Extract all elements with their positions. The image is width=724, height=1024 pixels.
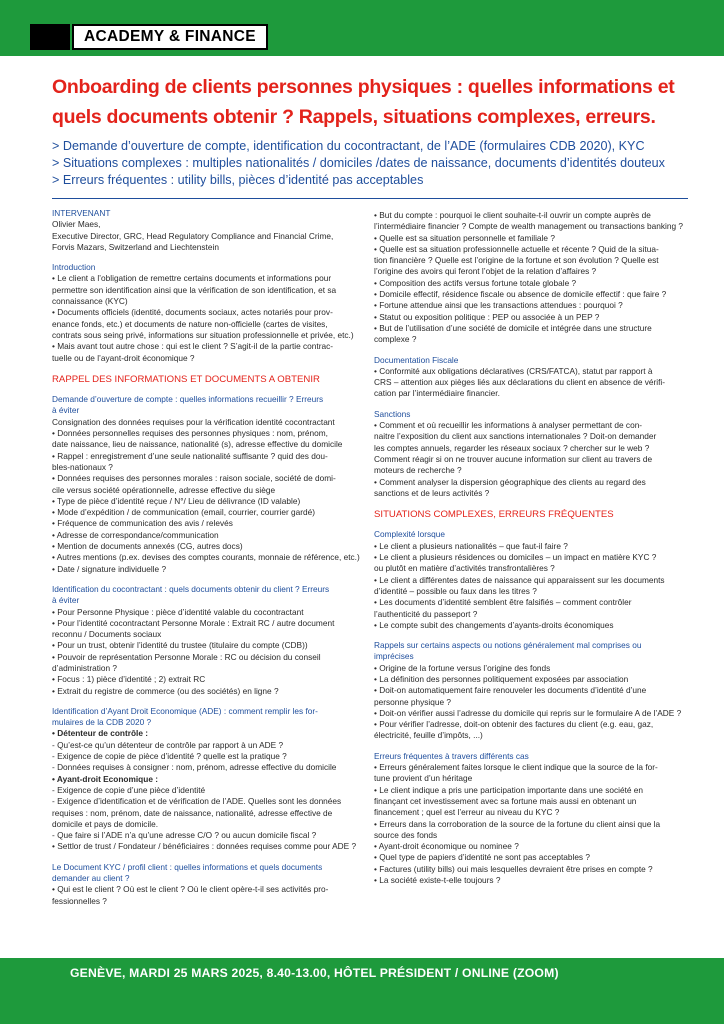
text-line: • Les documents d’identité semblent être falsifiés – comment contrôler [374,597,632,608]
sanctions-section [374,409,686,499]
section-heading: Sanctions [374,408,411,419]
text-line: d’identité – possible ou faux dans les titres ? [374,585,537,596]
text-lines [52,785,364,853]
section-heading: mulaires de la CDB 2020 ? [52,717,152,728]
section-heading: Le Document KYC / profil client : quelles informations et quels documents [52,861,323,872]
text-lines [52,273,364,363]
identification-section [52,584,364,697]
speaker-role: Executive Director, GRC, Head Regulatory Compliance and Financial Crime, [52,230,334,241]
title-line: Onboarding de clients personnes physiques : quelles informations et [52,76,675,98]
text-line: électricité, feuille d’impôts, ...) [374,730,483,741]
section-heading: demander au client ? [52,873,130,884]
text-line: source des fonds [374,829,438,840]
text-line: • Composition des actifs versus fortune totale globale ? [374,277,577,288]
text-lines [374,541,686,631]
text-lines [52,740,364,774]
speaker-label: INTERVENANT [52,208,111,218]
text-line: • Le client indique a pris une participation importante dans une société en [374,784,644,795]
text-line: • Quelle est sa situation personnelle et familiale ? [374,232,555,243]
text-line: enance fonds, etc.) et documents de nature non-officielle (cartes de visites, [52,318,328,329]
text-line: • Pour vérifier l’adresse, doit-on obtenir des factures du client (e.g. eau, gaz, [374,719,654,730]
kyc-section [52,862,364,907]
text-line: • Comment analyser la dispersion géographique des clients au regard des [374,476,646,487]
text-line: ou plutôt en matière d’activités transfrontalières ? [374,563,555,574]
section-heading: Introduction [52,262,96,273]
text-line: • Origine de la fortune versus l’origine des fonds [374,662,551,673]
text-line: connaissance (KYC) [52,296,128,307]
subtitle-line: > Demande d’ouverture de compte, identification du cocontractant, de l’ADE (formulaires CDB 2020), KYC [52,139,645,153]
text-line: naitre l’exposition du client aux sanctions internationales ? Doit-on demander [374,431,657,442]
text-line: • La définition des personnes politiquement exposées par association [374,673,629,684]
section-heading: Rappels sur certains aspects ou notions généralement mal comprises ou [374,640,642,651]
subtitle-line: > Situations complexes : multiples nationalités / domiciles /dates de naissance, documents d’identités douteux [52,156,665,170]
text-line: • Adresse de correspondance/communication [52,529,219,540]
section-heading: Demande d’ouverture de compte : quelles informations recueillir ? Erreurs [52,394,324,405]
subtitle-line: > Erreurs fréquentes : utility bills, pièces d’identité pas acceptables [52,173,424,187]
text-line: requises : nom, prénom, date de naissance, nationalité, adresse effective de [52,807,333,818]
text-line: • Pour un trust, obtenir l’identité du trustee (titulaire du compte (CDB)) [52,640,308,651]
text-line: • But du compte : pourquoi le client souhaite-t-il ouvrir un compte auprès de [374,210,651,220]
text-line: • Données personnelles requises des personnes physiques : nom, prénom, [52,428,328,439]
text-line: domicile et pays de domicile. [52,818,159,829]
text-line: financement ; quel est l’erreur au niveau du KYC ? [374,807,560,818]
section-heading: Erreurs fréquentes à travers différents cas [374,750,529,761]
subheading: • Détenteur de contrôle : [52,728,149,739]
text-line: l’origine des avoirs qui feront l’objet de la relation d’affaires ? [374,266,597,277]
subtitles [52,138,692,189]
text-line: fessionnelles ? [52,895,107,906]
text-line: Comment réagir si on ne trouver aucune information sur client au travers de [374,453,653,464]
text-line: tune provient d’un héritage [374,773,473,784]
section-heading: Complexité lorsque [374,529,446,540]
text-line: • Le client a plusieurs résidences ou domiciles – un impact en matière KYC ? [374,552,657,563]
text-line: • Doit-on automatiquement faire renouveler les documents d’identité d’une [374,685,647,696]
text-line: date naissance, lieu de naissance, nationalité (s), adresse effective du domicile [52,439,343,450]
section-heading: à éviter [52,405,80,416]
intro-section [52,262,364,364]
text-line: • Qui est le client ? Où est le client ? Où le client opère-t-il ses activités pro- [52,884,329,895]
text-line: • Doit-on vérifier aussi l’adresse du domicile qui repris sur le formulaire A de l’ADE ? [374,707,682,718]
text-line: • Quelle est sa situation professionnelle actuelle et récente ? Quid de la situa- [374,243,659,254]
text-lines [52,607,364,697]
section-heading: imprécises [374,651,414,662]
text-line: • Fortune attendue ainsi que les transactions attendues : pourquoi ? [374,300,623,311]
text-line: d’administration ? [52,662,118,673]
speaker-name: Olivier Maes, [52,219,101,230]
text-line: • La société existe-t-elle toujours ? [374,875,501,886]
section-heading: Identification d’Ayant Droit Economique (ADE) : comment remplir les for- [52,705,318,716]
text-line: Consignation des données requises pour la vérification identité cocontractant [52,416,335,427]
text-line: cile versus société opérationnelle, adresse effective du siège [52,484,276,495]
text-line: • Documents officiels (identité, documents sociaux, actes notariés pour prov- [52,307,333,318]
text-line: • Ayant-droit économique ou nominee ? [374,841,519,852]
text-line: • Date / signature individuelle ? [52,563,167,574]
divider [52,198,688,199]
section-heading: Identification du cocontractant : quels documents obtenir du client ? Erreurs [52,583,330,594]
text-line: • But de l’utilisation d’une société de domicile et intégrée dans une structure [374,322,652,333]
page-title [52,72,692,132]
text-line: • Factures (utility bills) oui mais lesquelles devraient être prises en compte ? [374,863,653,874]
text-line: • Pour Personne Physique : pièce d’identité valable du cocontractant [52,606,304,617]
text-lines [52,417,364,575]
text-lines [374,663,686,742]
text-line: • Comment et où recueillir les informations à analyser permettant de con- [374,420,643,431]
text-line: - Exigence d’identification et de vérification de l’ADE. Quelles sont les données [52,796,342,807]
text-line: les comptes annuels, regarder les réseaux sociaux ? chercher sur le web ? [374,442,650,453]
left-column [52,208,364,907]
text-line: • Mention de documents annexés (CG, autres docs) [52,541,243,552]
right-column [374,210,686,886]
speaker-role: Forvis Mazars, Switzerland and Liechtenstein [52,241,219,252]
text-lines [52,884,364,907]
text-line: - Exigence de copie d’une pièce d’identité [52,784,206,795]
text-line: • Settlor de trust / Fondateur / bénéficiaires : données requises comme pour ADE ? [52,841,357,852]
text-lines [374,210,686,346]
complexite-section [374,529,686,631]
text-lines [374,420,686,499]
text-line: • Domicile effectif, résidence fiscale ou absence de domicile effectif : que faire ? [374,289,667,300]
text-line: l’authenticité du passeport ? [374,608,478,619]
text-line: - Données requises à consigner : nom, prénom, adresse effective du domicile [52,762,337,773]
text-line: contrats sous seing privé, informations sur situation professionnelle et privée, etc.) [52,329,354,340]
text-line: • Rappel : enregistrement d’une seule nationalité suffisante ? quid des dou- [52,450,328,461]
text-line: • Pouvoir de représentation Personne Morale : RC ou décision du conseil [52,651,321,662]
text-line: • Quel type de papiers d’identité ne sont pas acceptables ? [374,852,590,863]
brand-label: ACADEMY & FINANCE [72,24,268,50]
text-line: • Le compte subit des changements d’ayants-droits économiques [374,619,614,630]
ade-section [52,706,364,853]
text-line: moteurs de recherche ? [374,465,462,476]
text-line: • Le client a différentes dates de naissance qui apparaissent sur les documents [374,574,665,585]
rappels-section [374,640,686,742]
text-line: - Que faire si l’ADE n’a qu’une adresse C/O ? ou aucun domicile fiscal ? [52,830,317,841]
text-line: permettre son identification ainsi que la vérification de son identification, et sa [52,284,337,295]
text-line: tuelle ou de l’ayant-droit économique ? [52,352,195,363]
fiscale-section [374,355,686,400]
section-heading: à éviter [52,595,80,606]
event-info: GENÈVE, MARDI 25 MARS 2025, 8.40-13.00, HÔTEL PRÉSIDENT / ONLINE (ZOOM) [70,966,559,980]
brand-black-block [30,24,70,50]
text-line: - Exigence de copie de pièce d’identité ? quelle est la pratique ? [52,751,287,762]
text-line: l’intermédiaire financier ? Compte de wealth management ou transactions banking ? [374,221,684,232]
section-title: SITUATIONS COMPLEXES, ERREURS FRÉQUENTES [374,509,614,521]
text-line: CRS – attention aux pièges liés aux déclarations du client en absence de vérifi- [374,377,666,388]
text-line: • Focus : 1) pièce d’identité ; 2) extrait RC [52,674,206,685]
text-line: - Qu’est-ce qu’un détenteur de contrôle par rapport à un ADE ? [52,739,284,750]
text-line: tion financière ? Quelle est l’origine de la fortune et son évolution ? Quelle est [374,255,659,266]
text-line: • Pour l’identité cocontractant Personne Morale : Extrait RC / autre document [52,617,335,628]
text-line: sanctions et de leurs activités ? [374,487,490,498]
text-line: cation par l’intermédiaire financier. [374,388,500,399]
text-line: • Erreurs généralement faites lorsque le client indique que la source de la for- [374,762,658,773]
subheading: • Ayant-droit Economique : [52,773,158,784]
text-line: personne physique ? [374,696,452,707]
text-line: • Mode d’expédition / de communication (email, courrier, courrier gardé) [52,507,315,518]
section-heading: Documentation Fiscale [374,354,459,365]
text-line: bles-nationaux ? [52,461,113,472]
text-line: • Fréquence de communication des avis / relevés [52,518,233,529]
text-line: finançant cet investissement avec sa fortune mais aussi en obtenant un [374,795,637,806]
text-line: • Le client a l’obligation de remettre certains documents et informations pour [52,273,332,284]
text-line: • Conformité aux obligations déclaratives (CRS/FATCA), statut par rapport à [374,365,653,376]
text-line: • Erreurs dans la corroboration de la source de la fortune du client ainsi que la [374,818,661,829]
title-line: quels documents obtenir ? Rappels, situations complexes, erreurs. [52,106,656,128]
text-line: • Statut ou exposition politique : PEP ou associée à un PEP ? [374,311,600,322]
text-lines [374,762,686,886]
text-line: • Données requises des personnes morales : raison sociale, société de domi- [52,473,336,484]
section-title: RAPPEL DES INFORMATIONS ET DOCUMENTS A OBTENIR [52,373,320,385]
text-lines [374,366,686,400]
text-line: complexe ? [374,334,417,345]
text-line: reconnu / Documents sociaux [52,629,162,640]
text-line: • Autres mentions (p.ex. devises des comptes courants, monnaie de référence, etc.) [52,552,360,563]
erreurs-section [374,751,686,887]
demande-section [52,394,364,575]
text-line: • Le client a plusieurs nationalités – que faut-il faire ? [374,540,568,551]
text-line: • Extrait du registre de commerce (ou des sociétés) en ligne ? [52,685,279,696]
text-line: • Type de pièce d’identité reçue / N°/ Lieu de délivrance (ID valable) [52,495,301,506]
text-line: • Mais avant tout autre chose : qui est le client ? S’agit-il de la partie contrac- [52,341,333,352]
